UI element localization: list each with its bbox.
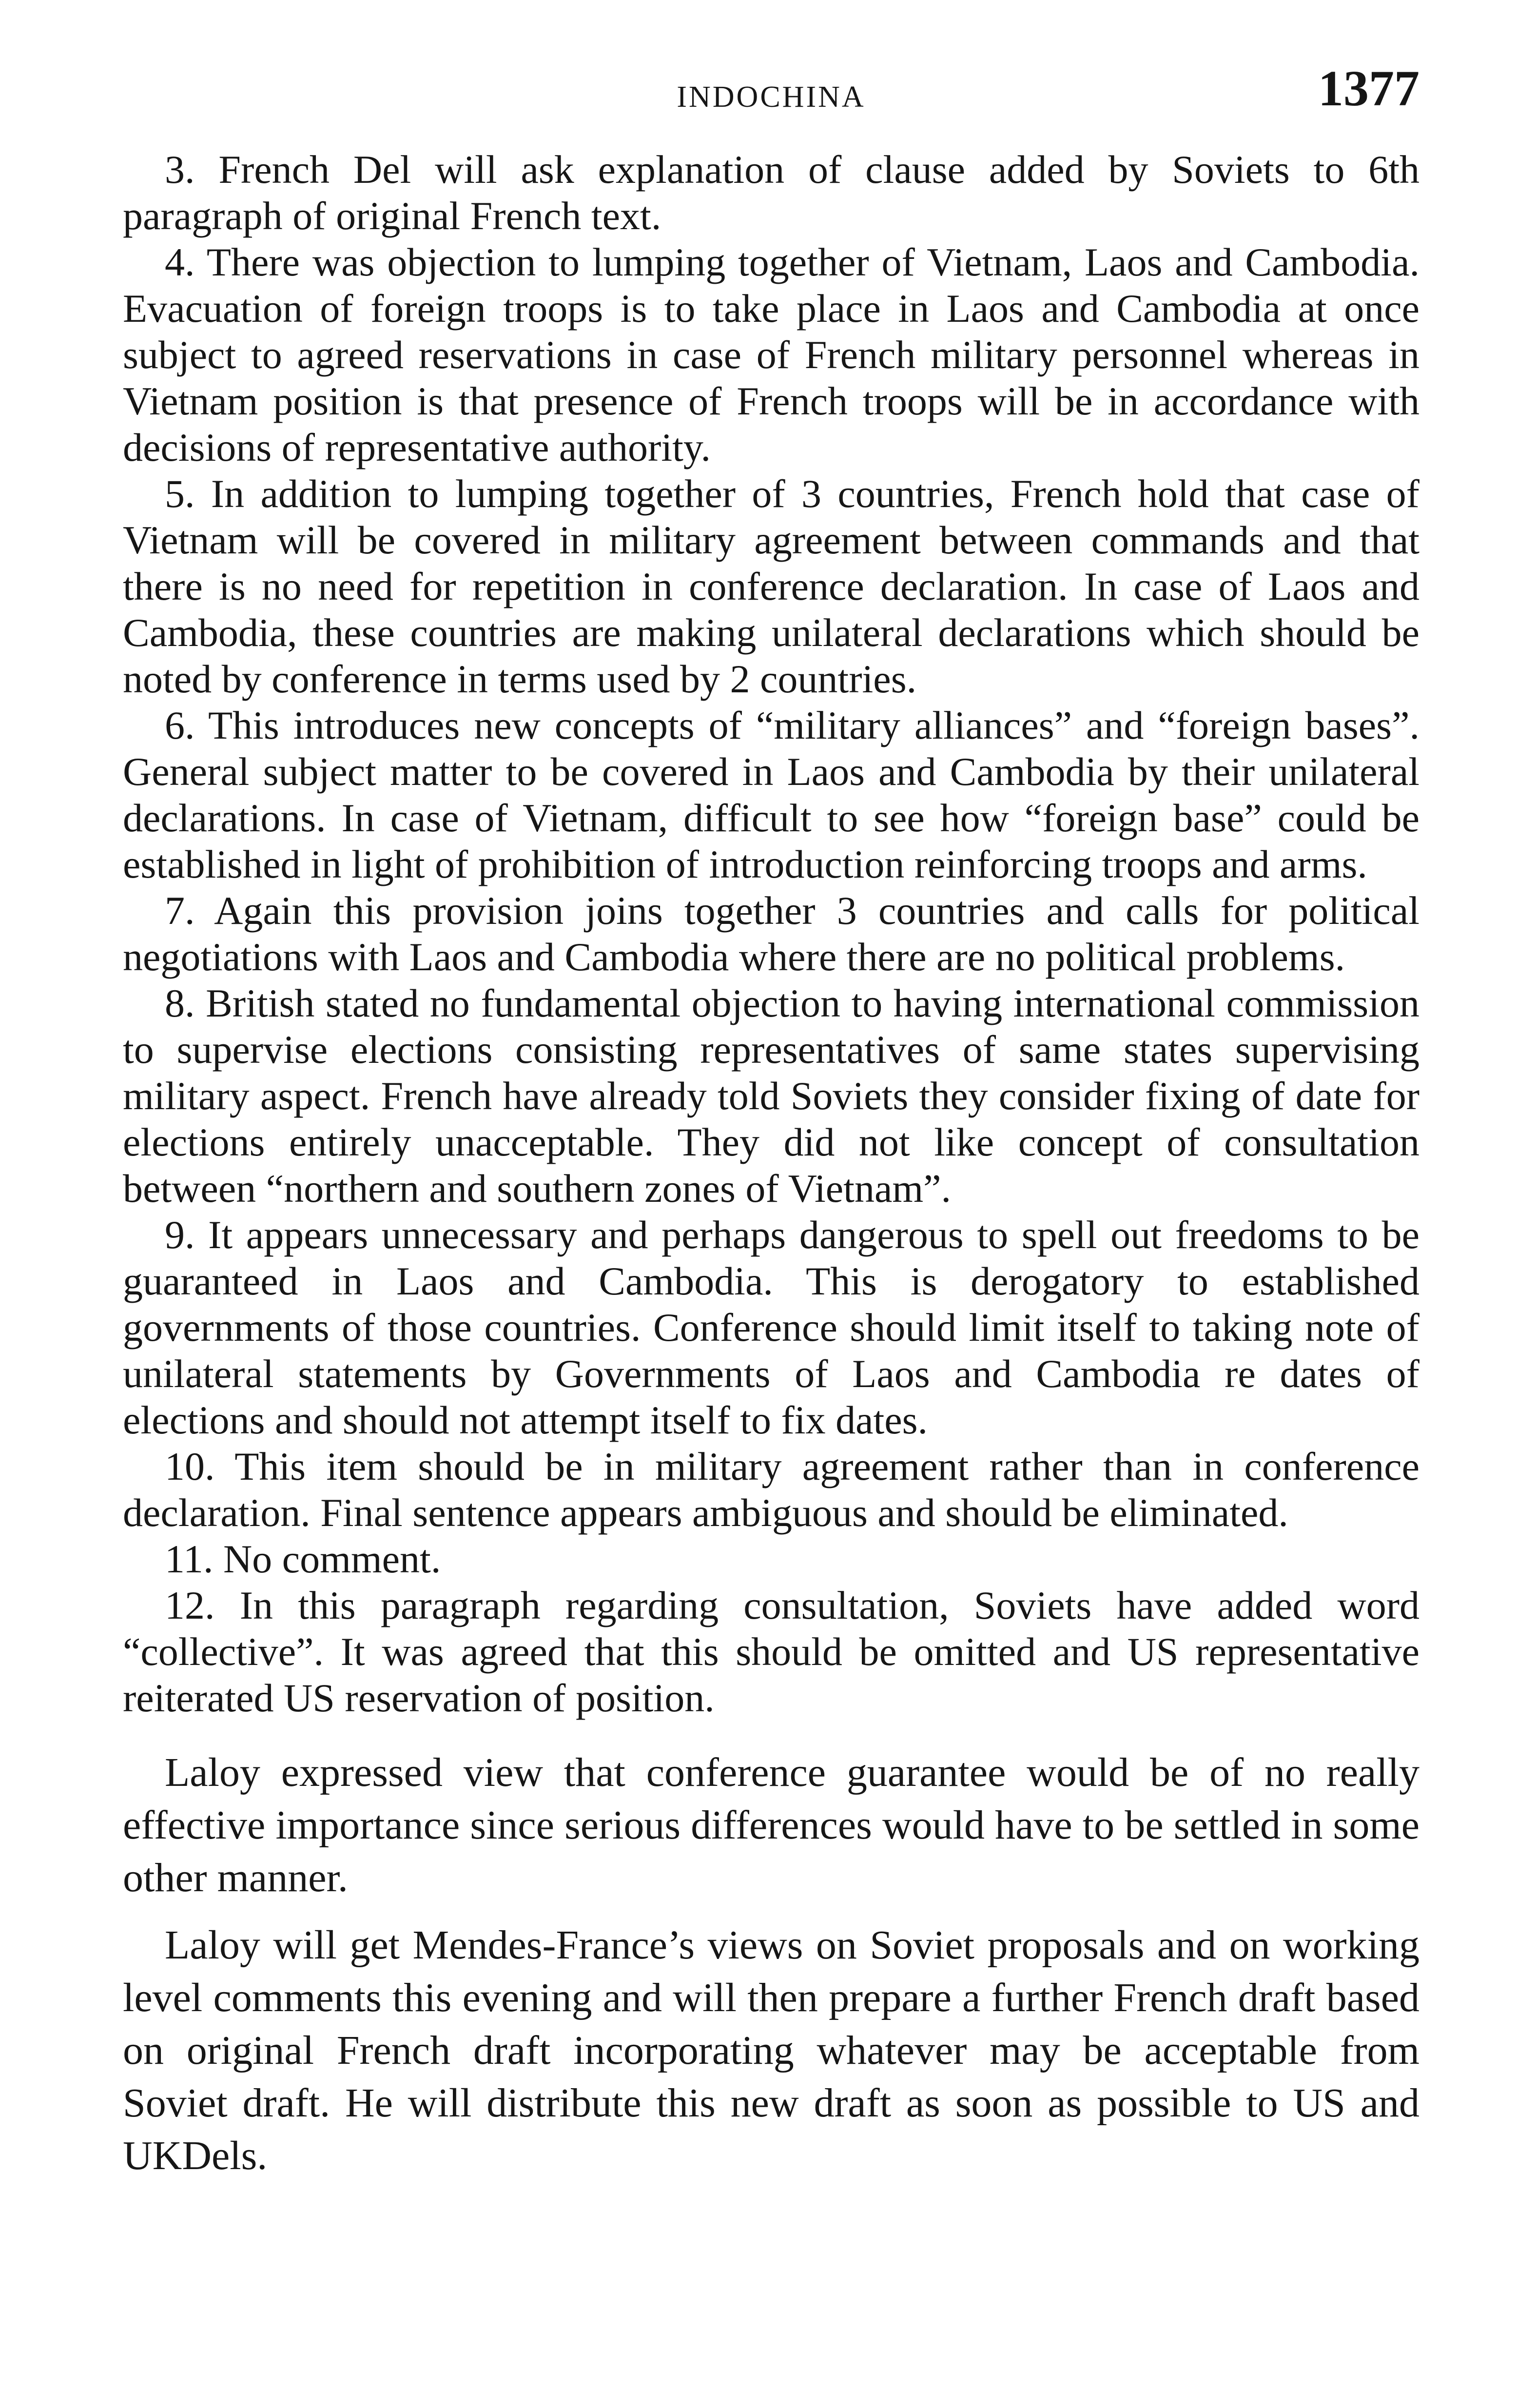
list-item bbox=[123, 1443, 1419, 1536]
item-number: 9. bbox=[165, 1213, 195, 1257]
item-number: 4. bbox=[165, 240, 195, 284]
item-text: British stated no fundamental objection to having international commission to supervise elections consisting representatives of same states supervising military aspect. French have already told Soviets they consider fixing of date for elections entirely unacceptable. They did not like concept of consultation between “northern and southern zones of Vietnam”. bbox=[123, 981, 1420, 1211]
item-number: 6. bbox=[165, 703, 195, 747]
list-item bbox=[123, 239, 1419, 470]
list-item bbox=[123, 1536, 1419, 1582]
list-item bbox=[123, 1212, 1419, 1443]
item-text: There was objection to lumping together of Vietnam, Laos and Cambodia. Evacuation of foreign troops is to take place in Laos and Cambodia at once subject to agreed reservations in case of French military personnel whereas in Vietnam position is that presence of French troops will be in accordance with decisions of representative authority. bbox=[123, 240, 1419, 470]
numbered-comments-list bbox=[123, 146, 1419, 1721]
item-text: It appears unnecessary and perhaps dangerous to spell out freedoms to be guaranteed in Laos and Cambodia. This is derogatory to established governments of those countries. Conference should limit itself to taking note of unilateral statements by Governments of Laos and Cambodia re dates of elections and should not attempt itself to fix dates. bbox=[123, 1213, 1420, 1442]
list-item bbox=[123, 470, 1419, 702]
body-paragraph: Laloy expressed view that conference guarantee would be of no really effective importance since serious differences would have to be settled in some other manner. bbox=[123, 1750, 1419, 1900]
page-number: 1377 bbox=[1318, 60, 1419, 117]
item-text: No comment. bbox=[223, 1537, 441, 1581]
running-title: INDOCHINA bbox=[677, 80, 866, 114]
document-page bbox=[123, 60, 1420, 2182]
item-text: This item should be in military agreement rather than in conference declaration. Final sentence appears ambiguous and should be eliminated. bbox=[123, 1444, 1419, 1535]
item-text: Again this provision joins together 3 countries and calls for political negotiations with Laos and Cambodia where there are no political problems. bbox=[123, 888, 1420, 979]
item-text: This introduces new concepts of “military alliances” and “foreign bases”. General subject matter to be covered in Laos and Cambodia by their unilateral declarations. In case of Vietnam, difficult to see how “foreign base” could be established in light of prohibition of introduction reinforcing troops and arms. bbox=[123, 703, 1419, 886]
list-item bbox=[123, 980, 1419, 1212]
item-number: 11. bbox=[165, 1537, 214, 1581]
item-number: 8. bbox=[165, 981, 195, 1025]
item-text: In this paragraph regarding consultation, Soviets have added word “collective”. It was agreed that this should be omitted and US representative reiterated US reservation of position. bbox=[123, 1583, 1419, 1720]
running-head bbox=[123, 60, 1419, 146]
item-number: 7. bbox=[165, 888, 195, 933]
item-number: 12. bbox=[165, 1583, 215, 1627]
list-item bbox=[123, 1582, 1419, 1721]
list-item bbox=[123, 887, 1419, 980]
item-number: 5. bbox=[165, 471, 195, 516]
item-number: 10. bbox=[165, 1444, 215, 1488]
body-paragraph: Laloy will get Mendes-France’s views on Soviet proposals and on working level comments this evening and will then prepare a further French draft based on original French draft incorporating whatever may be acceptable from Soviet draft. He will distribute this new draft as soon as possible to US and UKDels. bbox=[123, 1922, 1419, 2178]
list-item bbox=[123, 146, 1419, 239]
item-text: French Del will ask explanation of clause added by Soviets to 6th paragraph of original French text. bbox=[123, 147, 1420, 238]
item-text: In addition to lumping together of 3 countries, French hold that case of Vietnam will be covered in military agreement between commands and that there is no need for repetition in conference declaration. In case of Laos and Cambodia, these countries are making unilateral declarations which should be noted by conference in terms used by 2 countries. bbox=[123, 471, 1419, 701]
list-item bbox=[123, 702, 1419, 887]
item-number: 3. bbox=[165, 147, 195, 192]
